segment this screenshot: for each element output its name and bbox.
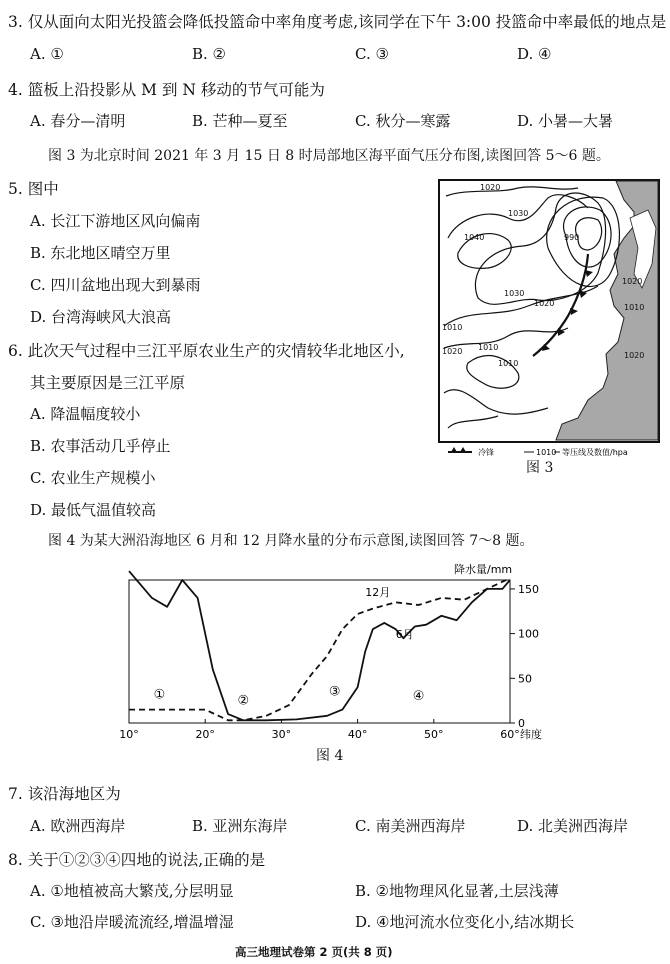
q6-option-b: B. 农事活动几乎停止 [30, 437, 171, 455]
q8-option-d: D. ④地河流水位变化小,结冰期长 [355, 913, 575, 931]
isobar-label: 1010 [498, 359, 519, 368]
q7-option-d: D. 北美洲西海岸 [517, 817, 629, 835]
q4-stem: 4. 篮板上沿投影从 M 到 N 移动的节气可能为 [8, 81, 325, 99]
q8-option-b: B. ②地物理风化显著,土层浅薄 [355, 882, 559, 900]
q6-option-d: D. 最低气温值较高 [30, 501, 157, 519]
q7-stem: 7. 该沿海地区为 [8, 785, 121, 803]
q3-option-c: C. ③ [355, 45, 389, 63]
q3-option-a: A. ① [30, 45, 64, 63]
isobar-label: 1030 [508, 209, 529, 218]
location-marker: ③ [328, 684, 341, 700]
legend-cold-front: 冷锋 [478, 448, 494, 457]
x-tick-label: 60° [500, 728, 520, 741]
q6-option-a: A. 降温幅度较小 [30, 405, 141, 423]
isobar-label: 1030 [504, 289, 525, 298]
isobar-label: 1020 [622, 277, 643, 286]
series-label-june: 6月 [395, 628, 414, 642]
plot-frame [129, 580, 510, 723]
x-axis-label: 纬度 [520, 728, 542, 741]
x-tick-label: 10° [119, 728, 139, 741]
legend-isobar-text: 等压线及数值/hpa [562, 448, 628, 457]
x-tick-label: 50° [424, 728, 444, 741]
intro-q7-q8: 图 4 为某大洲沿海地区 6 月和 12 月降水量的分布示意图,读图回答 7～8 题。 [48, 533, 534, 549]
isobar-label: 1020 [442, 347, 463, 356]
x-tick-label: 30° [271, 728, 292, 741]
q4-option-a: A. 春分—清明 [30, 112, 126, 130]
isobar-label: 1020 [480, 183, 501, 192]
q7-option-b: B. 亚洲东海岸 [192, 817, 288, 835]
location-marker: ④ [412, 689, 425, 705]
figure4-precipitation-chart [110, 555, 550, 755]
x-tick-label: 20° [195, 728, 215, 741]
q8-option-a: A. ①地植被高大繁茂,分层明显 [30, 882, 234, 900]
figure4-caption: 图 4 [316, 748, 344, 764]
q7-option-a: A. 欧洲西海岸 [30, 817, 126, 835]
q5-stem: 5. 图中 [8, 180, 59, 198]
figure3-pressure-map [438, 178, 662, 458]
isobar-label: 1010 [478, 343, 499, 352]
q3-option-d: D. ④ [517, 45, 552, 63]
y-tick-label: 150 [518, 582, 539, 596]
isobar-label: 1010 [624, 303, 645, 312]
q5-option-c: C. 四川盆地出现大到暴雨 [30, 276, 201, 294]
series-line-june [129, 571, 510, 720]
legend-isobar-value: 1010 [536, 448, 557, 457]
q6-stem-line1: 6. 此次天气过程中三江平原农业生产的灾情较华北地区小, [8, 342, 405, 360]
figure3-caption: 图 3 [526, 460, 554, 476]
isobar-label: 1020 [534, 299, 555, 308]
q7-option-c: C. 南美洲西海岸 [355, 817, 466, 835]
isobar-label: 1020 [624, 351, 645, 360]
q5-option-d: D. 台湾海峡风大浪高 [30, 308, 172, 326]
y-tick-label: 50 [518, 672, 532, 686]
series-line-december [129, 578, 510, 720]
location-marker: ② [237, 693, 250, 709]
q5-option-a: A. 长江下游地区风向偏南 [30, 212, 201, 230]
series-label-december: 12月 [365, 586, 391, 600]
q4-option-b: B. 芒种—夏至 [192, 112, 288, 130]
chart-marks [129, 571, 510, 720]
page-footer: 高三地理试卷第 2 页(共 8 页) [235, 945, 393, 959]
q4-option-c: C. 秋分—寒露 [355, 112, 451, 130]
y-tick-label: 0 [518, 717, 525, 730]
isobar-label: 1010 [442, 323, 463, 332]
q4-option-d: D. 小暑—大暑 [517, 112, 614, 130]
q6-stem-line2: 其主要原因是三江平原 [30, 374, 186, 392]
q5-option-b: B. 东北地区晴空万里 [30, 244, 171, 262]
chart-ylabel: 降水量/mm [454, 563, 513, 576]
q6-option-c: C. 农业生产规模小 [30, 469, 156, 487]
q8-stem: 8. 关于①②③④四地的说法,正确的是 [8, 851, 266, 869]
y-tick-label: 100 [518, 627, 539, 641]
intro-q5-q6: 图 3 为北京时间 2021 年 3 月 15 日 8 时局部地区海平面气压分布图,读图回答 5～6 题。 [48, 148, 610, 164]
location-marker: ① [153, 687, 166, 703]
isobar-label: 1040 [464, 233, 485, 242]
q3-stem: 3. 仅从面向太阳光投篮会降低投篮命中率角度考虑,该同学在下午 3:00 投篮命中率最低的地点是 [8, 13, 667, 31]
chart-axes [119, 580, 542, 741]
q8-option-c: C. ③地沿岸暖流流经,增温增湿 [30, 913, 234, 931]
q3-option-b: B. ② [192, 45, 227, 63]
x-tick-label: 40° [347, 728, 368, 741]
isobar-label: 990 [564, 233, 580, 242]
